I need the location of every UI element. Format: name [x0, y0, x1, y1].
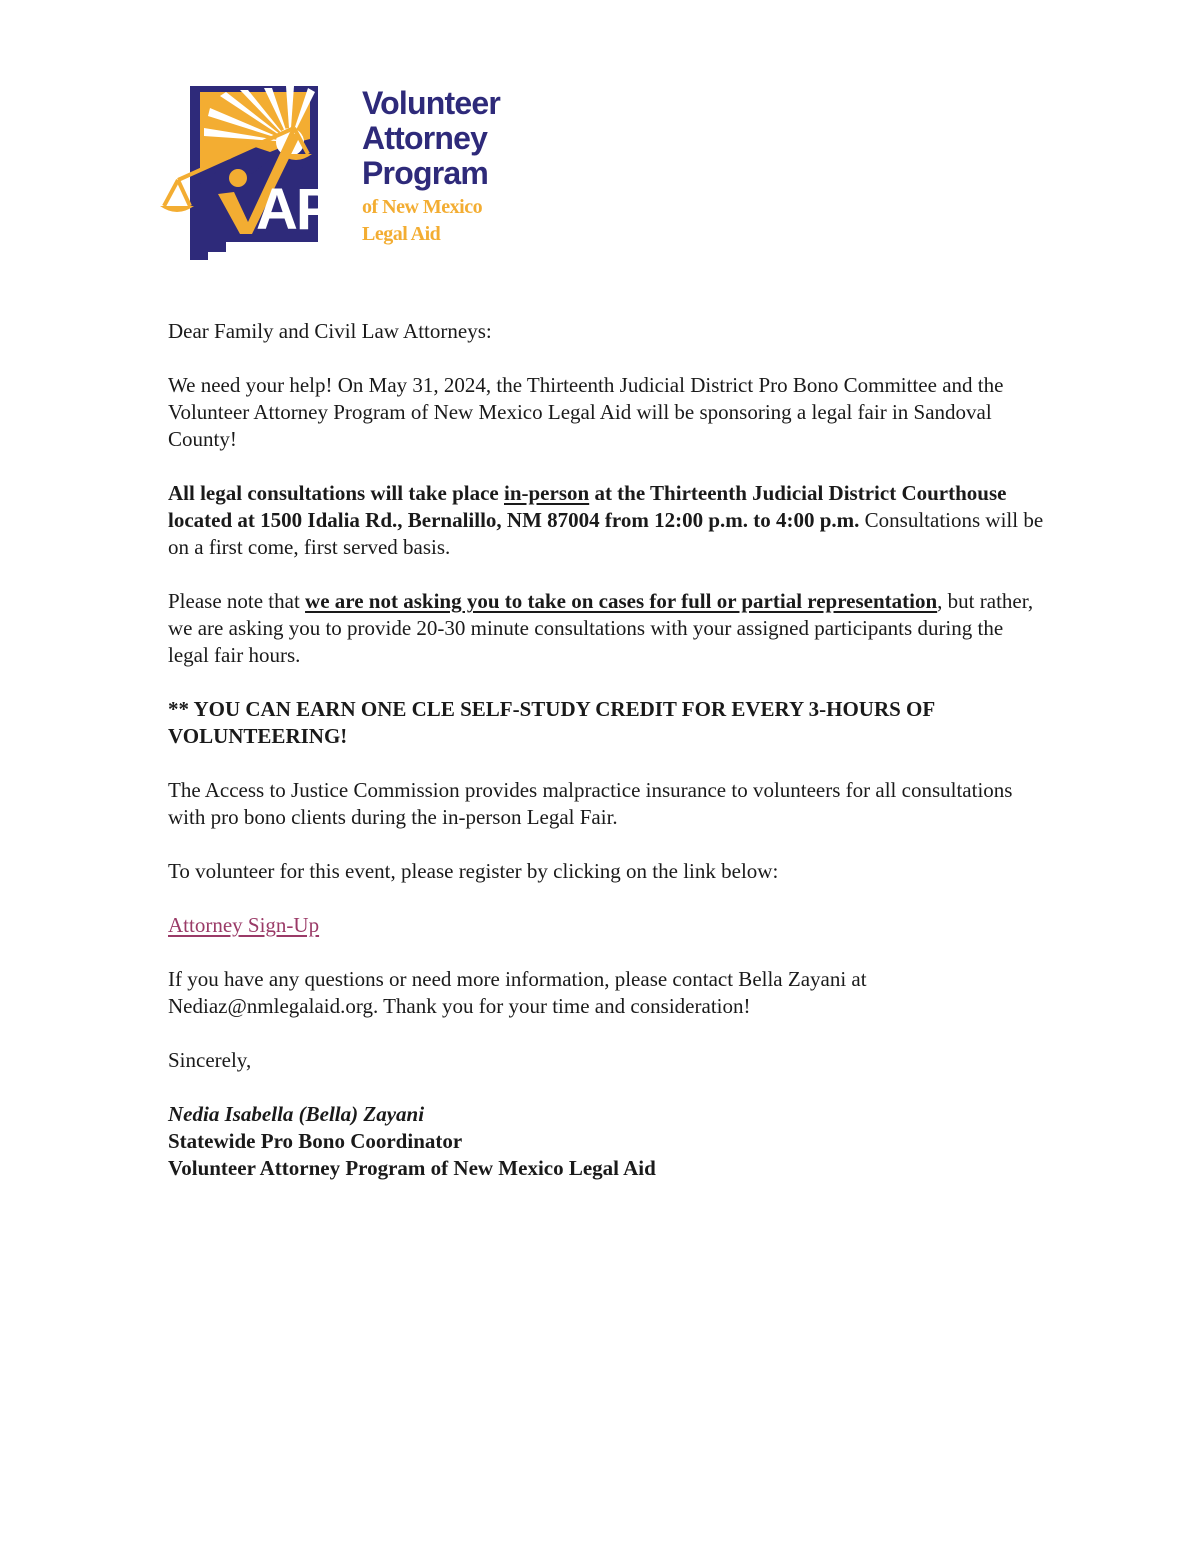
paragraph-insurance: The Access to Justice Commission provides malpractice insurance to volunteers for all consultations with pro bono clients during the in-person Legal Fair.: [168, 778, 1013, 829]
signup-paragraph: [168, 912, 1048, 939]
vap-emblem: [160, 84, 360, 264]
note-start: Please note that: [168, 589, 306, 613]
logo-sub-new-mexico: of New Mexico: [362, 196, 483, 218]
logo-wordmark: [362, 86, 542, 248]
location-bold-start: All legal consultations will take place: [168, 481, 504, 505]
location-bold-end: at the Thirteenth Judicial District Courthouse located at 1500 Idalia Rd., Bernalillo, NM 87004 from 12:00 p.m. to 4:00 p.m.: [168, 481, 1007, 532]
salutation: Dear Family and Civil Law Attorneys:: [168, 319, 492, 343]
note-emphasis: we are not asking you to take on cases for full or partial representation: [305, 589, 938, 613]
paragraph-location: [168, 480, 1048, 561]
paragraph-register: To volunteer for this event, please register by clicking on the link below:: [168, 859, 779, 883]
signature-block: [168, 1101, 1048, 1182]
closing: Sincerely,: [168, 1048, 252, 1072]
signer-title: Statewide Pro Bono Coordinator: [168, 1129, 463, 1153]
in-person-underlined: in-person: [504, 481, 590, 505]
logo-line-volunteer: Volunteer: [362, 85, 501, 121]
logo-sub-legal-aid: Legal Aid: [362, 223, 441, 245]
location-basis-text: Consultations will be on a first come, first served basis.: [168, 508, 1044, 559]
emblem-ap-text: AP: [256, 177, 333, 242]
letter-body: [168, 318, 1048, 1182]
note-end: , but rather, we are asking you to provide 20-30 minute consultations with your assigned participants during the legal fair hours.: [168, 589, 1034, 667]
logo-line-attorney: Attorney: [362, 120, 488, 156]
paragraph-note: [168, 588, 1048, 669]
signer-name: Nedia Isabella (Bella) Zayani: [168, 1102, 425, 1126]
paragraph-intro: We need your help! On May 31, 2024, the Thirteenth Judicial District Pro Bono Committee and the Volunteer Attorney Program of New Mexico Legal Aid will be sponsoring a legal fair in Sandoval County!: [168, 373, 1004, 451]
logo-line-program: Program: [362, 155, 488, 191]
vap-logo: [160, 84, 540, 264]
paragraph-contact: If you have any questions or need more information, please contact Bella Zayani at Nediaz@nmlegalaid.org. Thank you for your time and consideration!: [168, 967, 867, 1018]
paragraph-cle-credit: ** YOU CAN EARN ONE CLE SELF-STUDY CREDIT FOR EVERY 3-HOURS OF VOLUNTEERING!: [168, 697, 935, 748]
attorney-signup-link[interactable]: Attorney Sign-Up: [168, 913, 320, 937]
signer-organization: Volunteer Attorney Program of New Mexico Legal Aid: [168, 1156, 656, 1180]
person-head-icon: [229, 169, 247, 187]
